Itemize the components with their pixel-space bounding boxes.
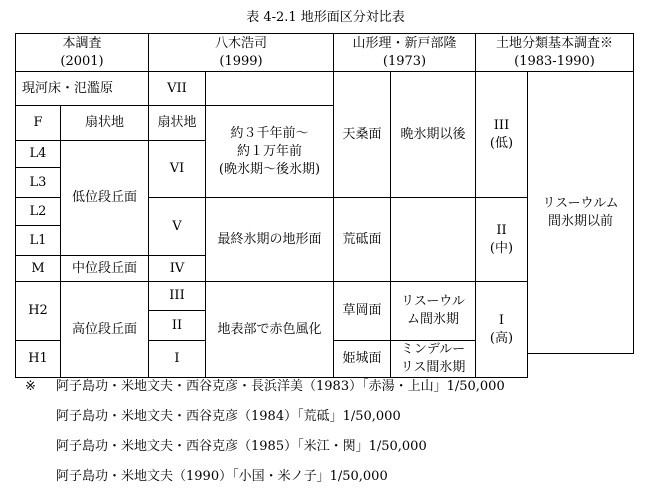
cell-F: F: [16, 106, 61, 141]
cell-mindel-interglacial: ミンデルー リス間氷期: [391, 341, 476, 378]
header-yagi-name: 八木浩司: [214, 35, 267, 51]
header-yamagata: [334, 34, 476, 72]
reference-2: 阿子島功・米地文夫・西谷克彦（1984）「荒砥」1/50,000: [56, 409, 401, 424]
cell-yagi-III: III: [149, 282, 206, 311]
header-tochi-name: 土地分類基本調査※: [495, 35, 613, 51]
cell-teii: 低位段丘面: [61, 141, 149, 256]
cell-banpyoki: 晩氷期以後: [391, 72, 476, 198]
cell-kusaoka: 草岡面: [334, 282, 391, 341]
cell-himejiro: 姫城面: [334, 341, 391, 378]
cell-tochi-riss: リスーウルム 間氷期以前: [528, 72, 634, 354]
cell-riss-interglacial: リスーウル ム間氷期: [391, 282, 476, 341]
header-honchosa-name: 本調査: [62, 35, 102, 51]
cell-tochi-high: I (高): [476, 282, 528, 378]
cell-tochi-low: III (低): [476, 72, 528, 198]
cell-L2: L2: [16, 198, 61, 226]
table-title: 表 4-2.1 地形面区分対比表: [246, 10, 405, 25]
header-honchosa: [16, 34, 149, 72]
correlation-table-wrapper: [15, 33, 634, 378]
cell-tochi-mid: II (中): [476, 198, 528, 282]
header-tochi-year: (1983-1990): [514, 53, 595, 69]
correlation-table: [15, 33, 634, 378]
cell-genkasho: 現河床・氾濫原: [16, 72, 149, 106]
header-yamagata-name: 山形理・新戸部隆: [352, 35, 457, 51]
header-yagi-year: (1999): [219, 53, 263, 69]
cell-koui: 高位段丘面: [61, 282, 149, 378]
header-yamagata-year: (1973): [382, 53, 427, 69]
reference-3: 阿子島功・米地文夫・西谷克彦（1985）「米江・関」1/50,000: [56, 439, 427, 454]
cell-yagi-desc-3: 地表部で赤色風化: [206, 282, 334, 378]
header-tochi: [476, 34, 634, 72]
cell-tensou: 天桑面: [334, 72, 391, 198]
cell-kourei: 荒砥面: [334, 198, 391, 282]
cell-L3: L3: [16, 168, 61, 198]
cell-senjochi: 扇状地: [61, 106, 149, 141]
cell-kourei-blank: [391, 198, 476, 282]
reference-mark: ※: [25, 379, 36, 394]
cell-yagi-IV: IV: [149, 256, 206, 282]
cell-yagi-I: I: [149, 341, 206, 378]
cell-L1: L1: [16, 226, 61, 256]
reference-4: 阿子島功・米地文夫（1990）「小国・米ノ子」1/50,000: [56, 469, 388, 484]
cell-H2: H2: [16, 282, 61, 341]
cell-yagi-V: V: [149, 198, 206, 256]
cell-yagi-senjochi: 扇状地: [149, 106, 206, 141]
cell-H1: H1: [16, 341, 61, 378]
header-honchosa-year: (2001): [60, 53, 104, 69]
cell-yagi-desc-1: 約３千年前～ 約１万年前 (晩氷期～後氷期): [206, 106, 334, 198]
header-row: [16, 34, 634, 72]
cell-yagi-VII: VII: [149, 72, 206, 106]
cell-L4: L4: [16, 141, 61, 168]
cell-chui: 中位段丘面: [61, 256, 149, 282]
cell-yagi-VI: VI: [149, 141, 206, 198]
table-row: [16, 72, 634, 106]
cell-yagi-II: II: [149, 311, 206, 341]
cell-yagi-desc-2: 最終氷期の地形面: [206, 198, 334, 282]
header-yagi: [149, 34, 334, 72]
cell-yagi-blank: [206, 72, 334, 106]
reference-1: 阿子島功・米地文夫・西谷克彦・長浜洋美（1983）「赤湯・上山」1/50,000: [56, 379, 505, 394]
cell-M: M: [16, 256, 61, 282]
